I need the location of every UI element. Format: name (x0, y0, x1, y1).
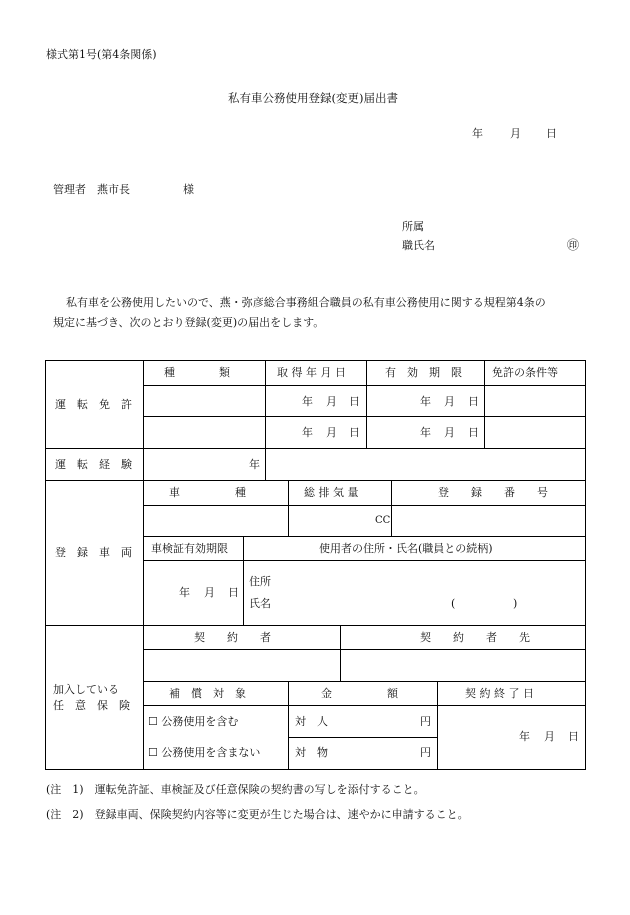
license-valid-month-2: 月 (444, 426, 455, 439)
date-month: 月 (510, 127, 521, 140)
note-2: (注 2) 登録車両、保険契約内容等に変更が生じた場合は、速やかに申請すること。 (46, 808, 469, 821)
license-valid-month: 月 (444, 395, 455, 408)
license-acq-month: 月 (326, 395, 337, 408)
coverage-person-yen: 円 (420, 715, 431, 728)
license-acq-day: 日 (349, 395, 360, 408)
license-acq-day-2: 日 (349, 426, 360, 439)
license-conditions-header: 免許の条件等 (492, 366, 558, 379)
amount-header: 金 額 (321, 687, 398, 700)
inspection-month: 月 (204, 586, 215, 599)
coverage-property-yen: 円 (420, 746, 431, 759)
registration-table (45, 360, 586, 770)
insurance-label-line1: 加入している (53, 683, 119, 696)
coverage-header: 補 償 対 象 (169, 687, 246, 700)
form-id: 様式第1号(第4条関係) (46, 48, 157, 61)
coverage-option-exclude[interactable]: ☐ 公務使用を含まない (148, 746, 261, 759)
license-valid-header: 有 効 期 限 (385, 366, 462, 379)
plate-header: 登 録 番 号 (438, 486, 548, 499)
inspection-day: 日 (228, 586, 239, 599)
contract-end-day: 日 (568, 730, 579, 743)
note-1: (注 1) 運転免許証、車検証及び任意保険の契約書の写しを添付すること。 (46, 783, 425, 796)
inspection-label: 車検証有効期限 (151, 542, 228, 555)
date-day: 日 (546, 127, 557, 140)
address-label: 住所 (249, 575, 271, 588)
license-acq-month-2: 月 (326, 426, 337, 439)
addressee: 管理者 燕市長 (53, 183, 130, 196)
contractor-header: 契 約 者 (194, 631, 271, 644)
contract-end-year: 年 (519, 730, 530, 743)
license-acquired-header: 取 得 年 月 日 (277, 366, 346, 379)
license-acq-year-2: 年 (302, 426, 313, 439)
page-title: 私有車公務使用登録(変更)届出書 (228, 91, 398, 105)
license-label: 運 転 免 許 (55, 398, 132, 411)
position-name-label: 職氏名 (402, 239, 435, 252)
insurer-header: 契 約 者 先 (420, 631, 530, 644)
user-info-label: 使用者の住所・氏名(職員との続柄) (319, 542, 493, 555)
displacement-header: 総 排 気 量 (304, 486, 359, 499)
license-acq-year: 年 (302, 395, 313, 408)
inspection-year: 年 (179, 586, 190, 599)
coverage-option-include[interactable]: ☐ 公務使用を含む (148, 715, 239, 728)
experience-label: 運 転 経 験 (55, 458, 132, 471)
relation-paren-open: ( (451, 597, 456, 610)
experience-year-unit: 年 (249, 458, 260, 471)
contract-end-header: 契 約 終 了 日 (465, 687, 534, 700)
body-text-line2: 規定に基づき、次のとおり登録(変更)の届出をします。 (53, 316, 325, 329)
car-type-header: 車 種 (169, 486, 246, 499)
license-valid-year: 年 (420, 395, 431, 408)
cc-unit: CC (375, 515, 391, 526)
addressee-honorific: 様 (183, 183, 194, 196)
license-valid-day: 日 (468, 395, 479, 408)
insurance-label-line2: 任 意 保 険 (53, 699, 130, 712)
license-type-header: 種 類 (164, 366, 230, 379)
coverage-person-label: 対 人 (295, 715, 328, 728)
vehicle-label: 登 録 車 両 (55, 546, 132, 559)
affiliation-label: 所属 (402, 220, 424, 233)
coverage-property-label: 対 物 (295, 746, 328, 759)
date-year: 年 (472, 127, 483, 140)
contract-end-month: 月 (544, 730, 555, 743)
relation-paren-close: ) (513, 597, 518, 610)
license-valid-day-2: 日 (468, 426, 479, 439)
body-text-line1: 私有車を公務使用したいので、燕・弥彦総合事務組合職員の私有車公務使用に関する規程第4条の (66, 296, 546, 309)
name-label: 氏名 (249, 597, 271, 610)
seal-mark: ㊞ (567, 238, 580, 252)
license-valid-year-2: 年 (420, 426, 431, 439)
